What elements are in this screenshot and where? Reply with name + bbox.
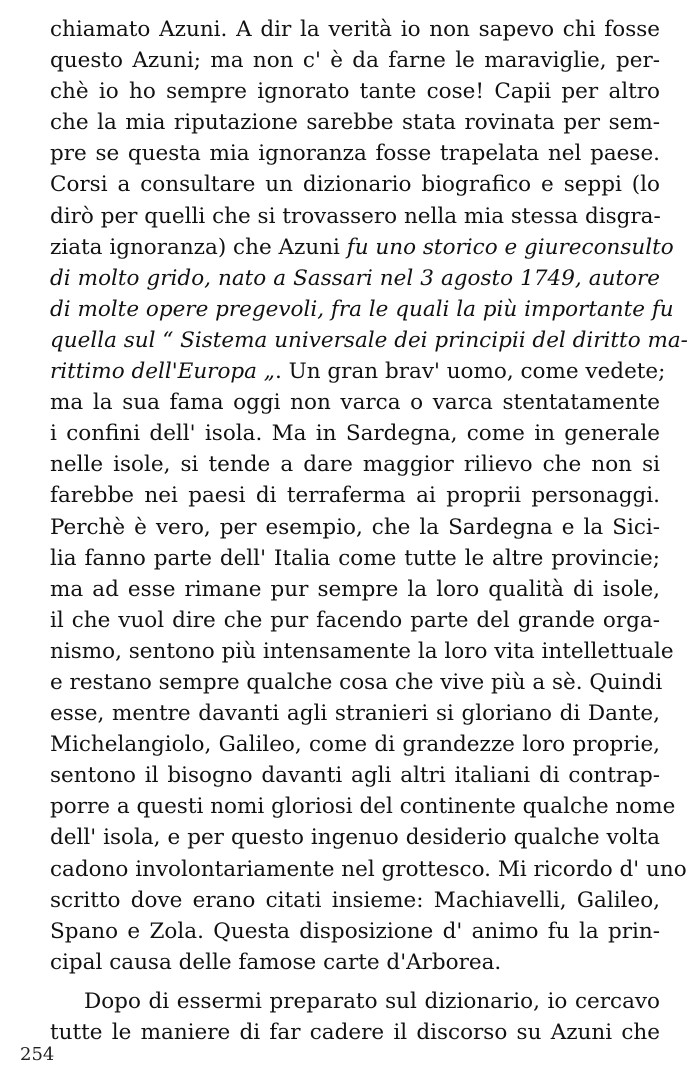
text-line: scritto dove erano citati insieme: Machiavelli, Galileo, [50,887,660,913]
text-line: ma ad esse rimane pur sempre la loro qualità di isole, [50,576,660,602]
text-line [50,356,666,387]
text-line: che la mia riputazione sarebbe stata rovinata per sem- [50,110,660,136]
italic-quotation: rittimo dell'Europa „ [50,359,275,385]
text-segment: . Un gran brav' uomo, come vedete; [274,359,666,385]
text-line: tutte le maniere di far cadere il discorso su Azuni che [50,1020,660,1045]
text-line: dirò per quelli che si trovassero nella mia stessa disgra- [50,203,661,229]
body-text [50,14,688,1048]
text-line: lia fanno parte dell' Italia come tutte le altre provincie; [50,545,660,571]
text-line: i confini dell' isola. Ma in Sardegna, come in generale [50,421,660,447]
text-line: e restano sempre qualche cosa che vive più a sè. Quindi [50,669,663,695]
italic-quotation: fu uno storico e giureconsulto [346,234,674,260]
text-line: questo Azuni; ma non c' è da farne le maraviglie, per- [50,48,660,74]
paragraph-gap [50,978,660,986]
text-line: nelle isole, si tende a dare maggior rilievo che non si [50,452,660,478]
text-line: chiamato Azuni. A dir la verità io non sapevo chi fosse [50,17,660,42]
text-line: pre se questa mia ignoranza fosse trapelata nel paese. [50,141,660,167]
text-line-italic: di molto grido, nato a Sassari nel 3 agosto 1749, autore [50,265,660,291]
text-line-italic: di molte opere pregevoli, fra le quali la più importante fu [50,296,674,322]
text-line: il che vuol dire che pur facendo parte del grande orga- [50,607,660,633]
text-line: Dopo di essermi preparato sul dizionario, io cercavo [84,988,660,1014]
text-line: sentono il bisogno davanti agli altri italiani di contrap- [50,763,660,789]
text-line [50,232,674,263]
text-line: cadono involontariamente nel grottesco. Mi ricordo d' uno [50,856,687,882]
text-line: farebbe nei paesi di terraferma ai proprii personaggi. [50,483,660,509]
text-line: cipal causa delle famose carte d'Arborea. [50,949,502,975]
text-line: Michelangiolo, Galileo, come di grandezze loro proprie, [50,732,660,758]
text-line: Spano e Zola. Questa disposizione d' animo fu la prin- [50,918,660,944]
page-number: 254 [20,1044,55,1065]
text-line: Corsi a consultare un dizionario biografico e seppi (lo [50,172,660,198]
text-line-italic: quella sul “ Sistema universale dei principii del diritto ma- [50,327,688,353]
text-line: nismo, sentono più intensamente la loro vita intellettuale [50,638,674,664]
text-segment: ziata ignoranza) che Azuni [50,234,340,260]
text-line: esse, mentre davanti agli stranieri si gloriano di Dante, [50,701,660,727]
text-line: ma la sua fama oggi non varca o varca stentatamente [50,390,660,416]
paragraph-1 [50,14,688,978]
text-line: dell' isola, e per questo ingenuo desiderio qualche volta [50,825,660,851]
text-line: Perchè è vero, per esempio, che la Sardegna e la Sici- [50,514,660,540]
text-line: porre a questi nomi gloriosi del continente qualche nome [50,794,676,820]
text-line: chè io ho sempre ignorato tante cose! Capii per altro [50,79,660,105]
paragraph-2 [50,986,660,1048]
